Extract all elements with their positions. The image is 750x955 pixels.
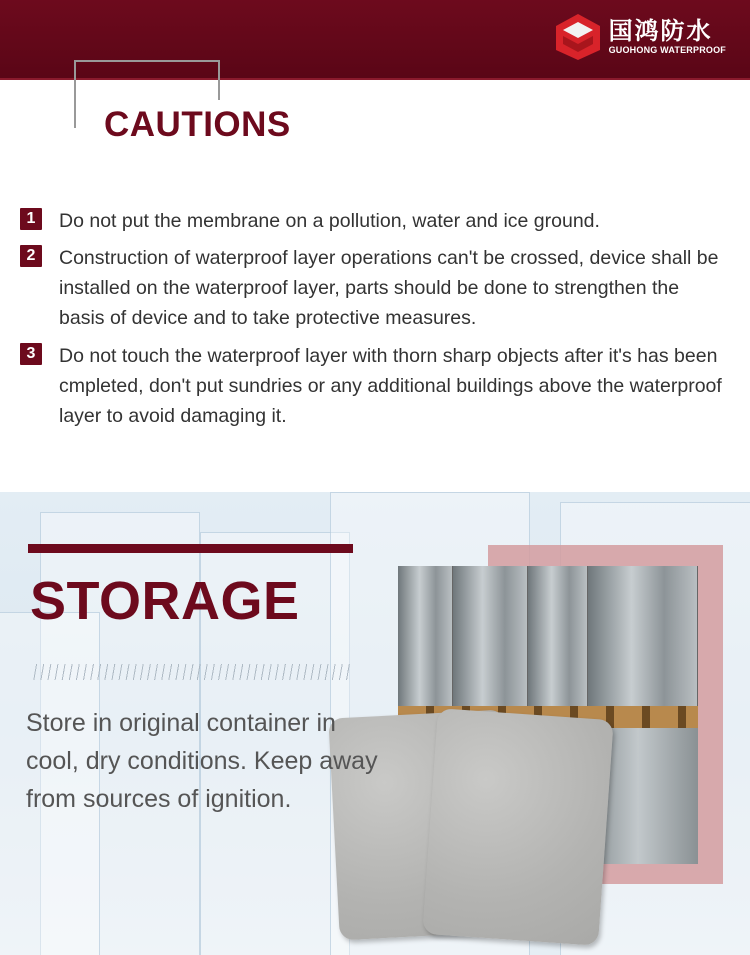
caution-text: Do not touch the waterproof layer with thorn sharp objects after it's has been cmpleted, don't put sundries or any additional buildings above the waterproof layer to avoid damaging it. bbox=[59, 345, 722, 427]
caution-number-badge: 2 bbox=[20, 245, 42, 267]
caution-item bbox=[20, 243, 729, 333]
caution-number-badge: 1 bbox=[20, 208, 42, 230]
caution-text: Construction of waterproof layer operations can't be crossed, device shall be installed on the waterproof layer, parts should be done to strengthen the basis of device and to take protective measures. bbox=[59, 247, 719, 329]
storage-text: Store in original container in cool, dry conditions. Keep away from sources of ignition. bbox=[26, 709, 378, 813]
caution-number-badge: 3 bbox=[20, 343, 42, 365]
caution-text: Do not put the membrane on a pollution, water and ice ground. bbox=[59, 210, 600, 232]
caution-item bbox=[20, 206, 729, 236]
brand-logo-icon bbox=[553, 12, 603, 62]
cautions-title: CAUTIONS bbox=[104, 105, 291, 144]
brand-name-cn: 国鸿防水 bbox=[608, 17, 713, 45]
brand-name-en: GUOHONG WATERPROOF bbox=[608, 45, 726, 55]
membrane-sheet-photo bbox=[422, 708, 613, 946]
storage-accent-bar bbox=[28, 544, 353, 553]
caution-item bbox=[20, 341, 729, 431]
storage-section bbox=[0, 492, 750, 955]
storage-title: STORAGE bbox=[30, 571, 300, 631]
brand-logo bbox=[553, 12, 726, 62]
decorative-dashes bbox=[30, 664, 350, 680]
